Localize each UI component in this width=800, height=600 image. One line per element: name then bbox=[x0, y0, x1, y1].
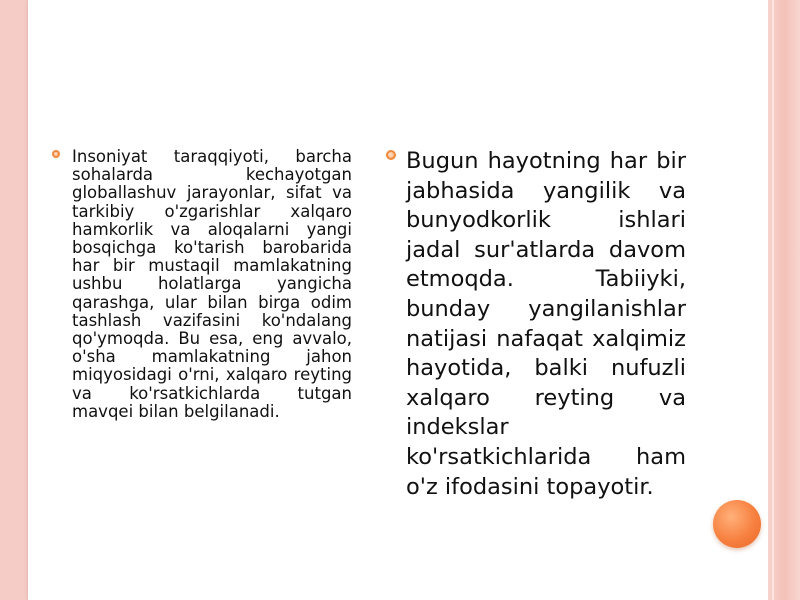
decorative-side-stripe bbox=[768, 0, 800, 600]
decorative-orange-circle bbox=[713, 500, 761, 548]
left-column-text: Insoniyat taraqqiyoti, barcha sohalarda kechayotgan globallashuv jarayonlar, sifat va tarkibiy o'zgarishlar xalqaro hamkorlik va aloqalarni yangi bosqichga ko'tarish barobarida har bir mustaqil mamlakatning ushbu holatlarga yangicha qarashga, ular bilan birga odim tashlash vazifasini ko'ndalang qo'ymoqda. Bu esa, eng avvalo, o'sha mamlakatning jahon miqyosidagi o'rni, xalqaro reyting va ko'rsatkichlarda tutgan mavqei bilan belgilanadi. bbox=[72, 147, 352, 421]
right-column-text: Bugun hayotning har bir jabhasida yangilik va bunyodkorlik ishlari jadal sur'atlarda davom etmoqda. Tabiiyki, bunday yangilanishlar natijasi nafaqat xalqimiz hayotida, balki nufuzli xalqaro reyting va indekslar ko'rsatkichlarida ham o'z ifodasini topayotir. bbox=[406, 148, 686, 500]
bullet-circle-icon bbox=[386, 150, 396, 160]
bullet-circle-icon bbox=[52, 150, 60, 158]
